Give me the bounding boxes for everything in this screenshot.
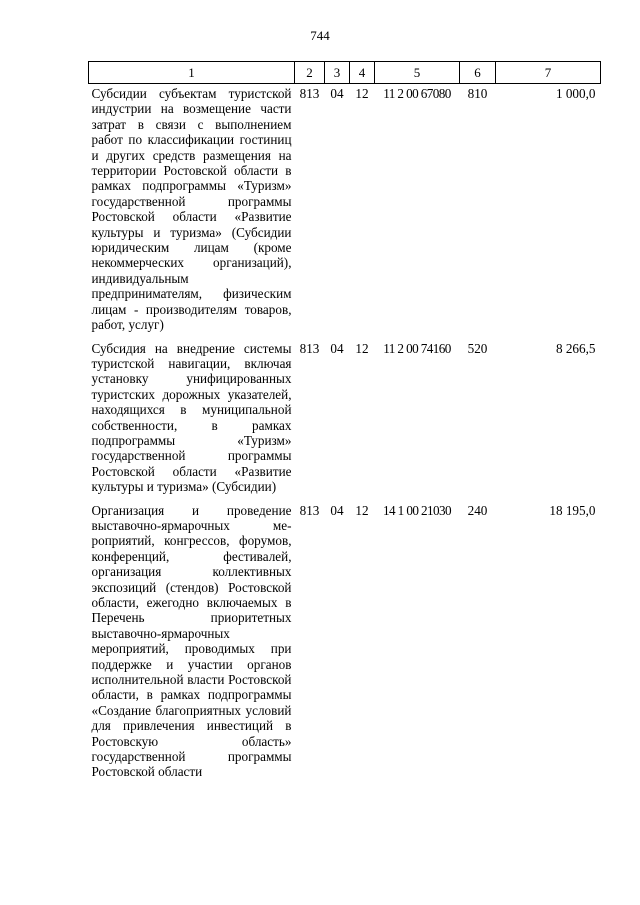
row-description: Организация и проведение выставочно-ярмарочных мероприятий, конгрессов, форумов, конференций, фестивалей, организация коллективных экспозиций (стендов) Ростовской области, ежегодно включаемых в Перечень приоритетных выставочно-ярмарочных мероприятий, проводимых при поддержке и участии органов исполнительной власти Ростовской области, в рамках подпрограммы «Создание благоприятных условий для привлечения инвестиций в Ростовскую область» государственной программы Ростовской области	[91, 502, 292, 780]
table-row	[89, 500, 601, 785]
table-header-row	[89, 62, 601, 84]
row-target-article: 14 1 00 21030	[382, 502, 452, 518]
row-section-code: 04	[330, 340, 344, 356]
column-header-2: 2	[295, 62, 325, 84]
row-ministry-code: 813	[299, 340, 320, 356]
table-row	[89, 84, 601, 338]
row-amount: 8 266,5	[555, 340, 596, 356]
column-header-1: 1	[89, 62, 295, 84]
row-subsection-code: 12	[355, 340, 369, 356]
row-subsection-code: 12	[355, 502, 369, 518]
row-expense-type: 240	[467, 502, 488, 518]
row-target-article: 11 2 00 74160	[383, 340, 451, 356]
budget-table	[88, 61, 601, 785]
page-number: 744	[310, 28, 330, 43]
row-amount: 1 000,0	[555, 86, 596, 101]
row-description: Субсидия на внедрение системы туристской навигации, включая установку унифицированных туристских дорожных указателей, находящихся в муниципальной собственности, в рамках подпрограммы «Туризм» государственной программы Ростовской области «Развитие культуры и туризма» (Субсидии)	[91, 340, 292, 495]
column-header-4: 4	[350, 62, 375, 84]
column-header-7: 7	[496, 62, 601, 84]
row-target-article: 11 2 00 67080	[383, 86, 451, 101]
row-ministry-code: 813	[299, 502, 320, 518]
table-row	[89, 338, 601, 500]
row-amount: 18 195,0	[549, 502, 596, 518]
row-subsection-code: 12	[355, 86, 369, 101]
row-ministry-code: 813	[299, 86, 320, 101]
row-description: Субсидии субъектам туристской индустрии на возмещение части затрат в связи с выполнением работ по классификации гостиниц и других средств размещения на территории Ростовской области в рамках подпрограммы «Туризм» государственной программы Ростовской области «Развитие культуры и туризма» (Субсидии юридическим лицам (кроме некоммерческих организаций), индивидуальным предпринимателям, физическим лицам - производителям товаров, работ, услуг)	[91, 86, 292, 333]
row-section-code: 04	[330, 502, 344, 518]
row-expense-type: 520	[467, 340, 488, 356]
row-section-code: 04	[330, 86, 344, 101]
column-header-3: 3	[325, 62, 350, 84]
row-expense-type: 810	[467, 86, 488, 101]
column-header-5: 5	[375, 62, 460, 84]
column-header-6: 6	[460, 62, 496, 84]
